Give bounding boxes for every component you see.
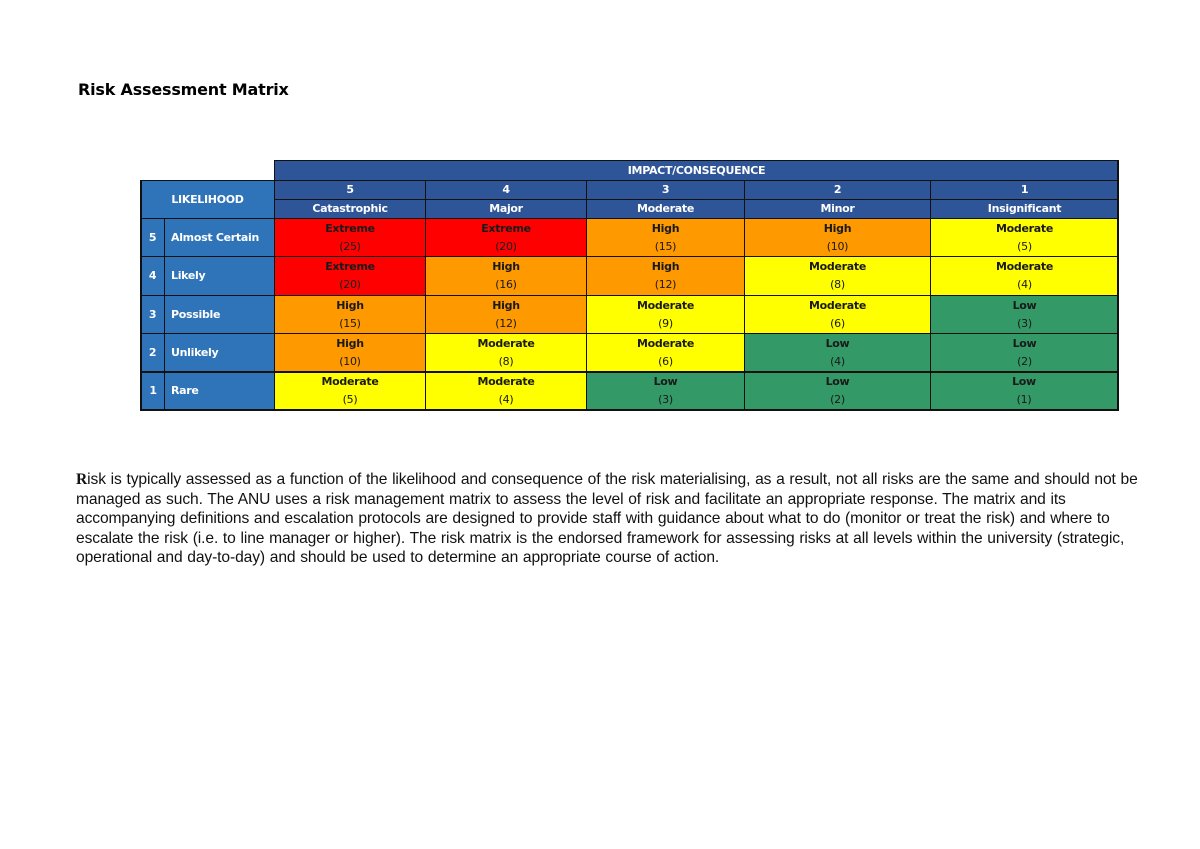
risk-cell-1-1 xyxy=(930,371,1119,411)
impact-label-insignificant: Insignificant xyxy=(930,199,1119,219)
risk-score: (6) xyxy=(830,316,845,330)
risk-score: (4) xyxy=(498,393,514,406)
risk-rating: High xyxy=(651,260,680,273)
table-left-border xyxy=(140,180,142,411)
risk-cell-1-3 xyxy=(586,371,745,411)
risk-cell-4-1 xyxy=(930,256,1119,296)
risk-cell-2-5 xyxy=(274,333,426,372)
risk-score: (15) xyxy=(654,239,677,253)
risk-rating: Moderate xyxy=(808,298,866,312)
risk-rating: Low xyxy=(653,375,678,388)
risk-score: (8) xyxy=(498,354,514,368)
risk-rating: High xyxy=(336,336,364,350)
risk-score: (3) xyxy=(1017,316,1032,330)
risk-score: (25) xyxy=(339,239,361,253)
risk-rating: High xyxy=(492,298,520,312)
risk-cell-3-1 xyxy=(930,295,1119,334)
risk-cell-3-4 xyxy=(425,295,587,334)
risk-score: (5) xyxy=(342,393,358,406)
risk-score: (20) xyxy=(495,239,517,253)
risk-cell-4-4 xyxy=(425,256,587,296)
likelihood-score-1: 1 xyxy=(140,371,165,411)
risk-cell-5-1 xyxy=(930,218,1119,257)
risk-score: (5) xyxy=(1017,239,1032,253)
impact-header: IMPACT/CONSEQUENCE xyxy=(274,160,1119,181)
drop-cap: R xyxy=(76,471,88,488)
risk-cell-5-4 xyxy=(425,218,587,257)
impact-label-major: Major xyxy=(425,199,587,219)
risk-rating: Moderate xyxy=(477,375,535,388)
risk-rating: Extreme xyxy=(325,260,375,273)
table-right-border xyxy=(1117,160,1119,411)
risk-score: (6) xyxy=(658,354,673,368)
risk-rating: High xyxy=(492,260,520,273)
risk-score: (4) xyxy=(1017,278,1032,291)
risk-rating: Low xyxy=(825,336,850,350)
likelihood-label-possible: Possible xyxy=(164,295,275,334)
risk-score: (12) xyxy=(495,316,517,330)
risk-cell-4-3 xyxy=(586,256,745,296)
risk-cell-2-4 xyxy=(425,333,587,372)
risk-rating: Low xyxy=(1012,298,1037,312)
risk-cell-1-4 xyxy=(425,371,587,411)
likelihood-score-2: 2 xyxy=(140,333,165,372)
likelihood-label-unlikely: Unlikely xyxy=(164,333,275,372)
risk-cell-2-1 xyxy=(930,333,1119,372)
risk-rating: Low xyxy=(1012,375,1036,388)
risk-cell-3-2 xyxy=(744,295,931,334)
risk-score: (12) xyxy=(654,278,677,291)
risk-cell-3-5 xyxy=(274,295,426,334)
risk-rating: High xyxy=(336,298,364,312)
risk-rating: Low xyxy=(1012,336,1037,350)
risk-rating: Moderate xyxy=(321,375,379,388)
risk-rating: Moderate xyxy=(995,221,1053,235)
risk-cell-4-2 xyxy=(744,256,931,296)
risk-score: (9) xyxy=(658,316,673,330)
risk-cell-3-3 xyxy=(586,295,745,334)
risk-rating: Moderate xyxy=(636,298,694,312)
likelihood-label-rare: Rare xyxy=(164,371,275,411)
description-text: isk is typically assessed as a function of the likelihood and consequence of the risk materialising, as a result, not all risks are the same and should not be managed as such. The ANU uses a risk management matrix to assess the level of risk and facilitate an appropriate response. The matrix and its accompanying definitions and escalation protocols are designed to provide staff with guidance about what to do (monitor or treat the risk) and where to escalate the risk (i.e. to line manager or higher). The risk matrix is the endorsed framework for assessing risks at all levels within the university (strategic, operational and day-to-day) and should be used to determine an appropriate course of action. xyxy=(76,471,1138,566)
risk-score: (15) xyxy=(339,316,361,330)
risk-score: (16) xyxy=(495,278,517,291)
risk-cell-5-2 xyxy=(744,218,931,257)
risk-score: (4) xyxy=(830,354,845,368)
likelihood-score-3: 3 xyxy=(140,295,165,334)
risk-score: (2) xyxy=(830,393,845,406)
impact-label-minor: Minor xyxy=(744,199,931,219)
risk-score: (10) xyxy=(339,354,361,368)
risk-cell-4-5 xyxy=(274,256,426,296)
impact-score-5: 5 xyxy=(274,180,426,200)
likelihood-score-4: 4 xyxy=(140,256,165,296)
risk-rating: Moderate xyxy=(477,336,535,350)
impact-label-catastrophic: Catastrophic xyxy=(274,199,426,219)
impact-score-3: 3 xyxy=(586,180,745,200)
risk-cell-5-3 xyxy=(586,218,745,257)
risk-score: (8) xyxy=(830,278,845,291)
risk-rating: High xyxy=(651,221,680,235)
impact-score-4: 4 xyxy=(425,180,587,200)
risk-score: (3) xyxy=(658,393,673,406)
likelihood-score-5: 5 xyxy=(140,218,165,257)
risk-rating: Moderate xyxy=(636,336,694,350)
page-title: Risk Assessment Matrix xyxy=(78,80,289,99)
description-paragraph xyxy=(76,470,1146,568)
risk-rating: Extreme xyxy=(481,221,531,235)
impact-score-1: 1 xyxy=(930,180,1119,200)
risk-score: (1) xyxy=(1016,393,1032,406)
risk-rating: Low xyxy=(825,375,850,388)
risk-score: (2) xyxy=(1017,354,1032,368)
likelihood-header: LIKELIHOOD xyxy=(140,180,275,219)
risk-cell-2-3 xyxy=(586,333,745,372)
risk-cell-1-5 xyxy=(274,371,426,411)
risk-score: (20) xyxy=(339,278,361,291)
risk-cell-5-5 xyxy=(274,218,426,257)
risk-rating: High xyxy=(823,221,852,235)
likelihood-label-almost-certain: Almost Certain xyxy=(164,218,275,257)
risk-cell-2-2 xyxy=(744,333,931,372)
risk-rating: Extreme xyxy=(325,221,375,235)
risk-cell-1-2 xyxy=(744,371,931,411)
impact-score-2: 2 xyxy=(744,180,931,200)
likelihood-label-likely: Likely xyxy=(164,256,275,296)
impact-label-moderate: Moderate xyxy=(586,199,745,219)
risk-score: (10) xyxy=(826,239,849,253)
risk-rating: Moderate xyxy=(995,260,1053,273)
risk-rating: Moderate xyxy=(808,260,866,273)
